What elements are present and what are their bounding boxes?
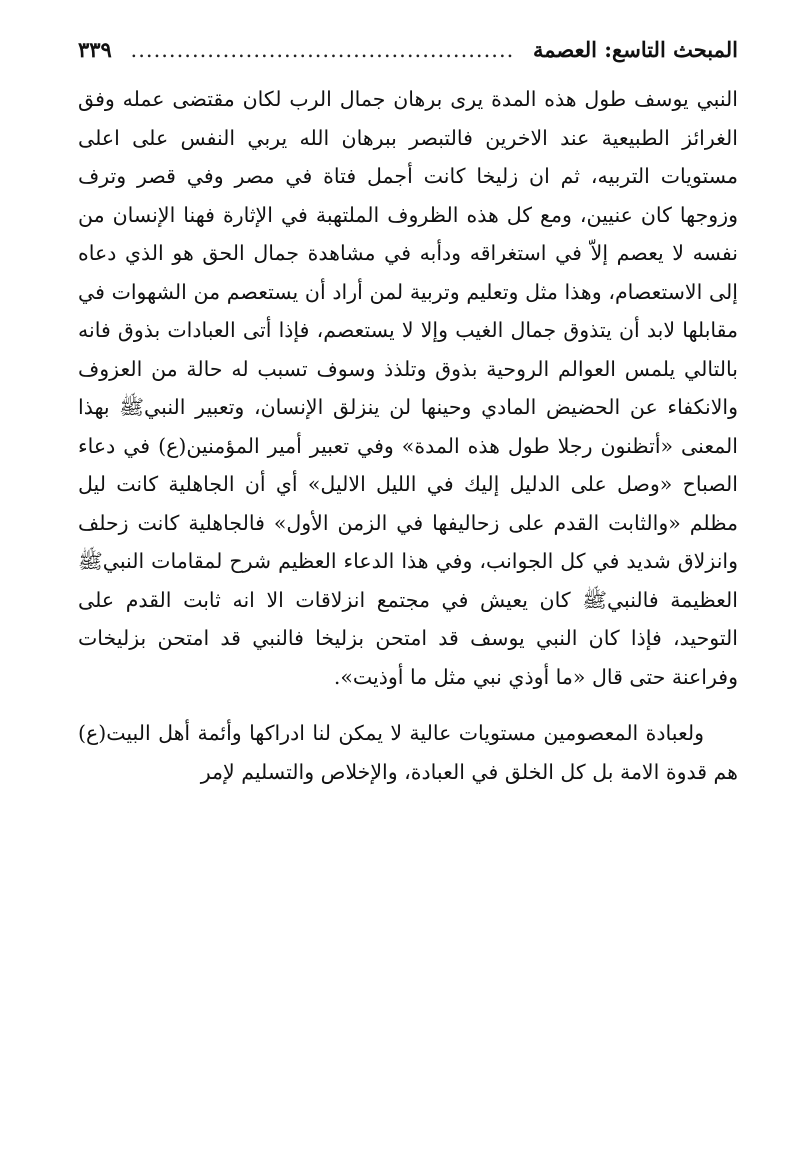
running-header	[78, 28, 738, 72]
book-page	[78, 28, 738, 1138]
header-leader-dots: ..................................................	[130, 38, 515, 62]
chapter-title: المبحث التاسع: العصمة	[533, 37, 738, 62]
body-paragraph: النبي يوسف طول هذه المدة يرى برهان جمال الرب لكان مقتضى عمله وفق الغرائز الطبيعية عند الاخرين فالتبصر ببرهان الله يربي النفس على اعلى مستويات التربيه، ثم ان زليخا كانت أجمل فتاة في مصر وفي قصر وترف وزوجها كان عنيين، ومع كل هذه الظروف الملتهبة في الإثارة فهنا الإنسان من نفسه لا يعصم إلاّ في استغراقه ودأبه في مشاهدة جمال الحق هو الذي دعاه إلى الاستعصام، وهذا مثل وتعليم وتربية لمن أراد أن يستعصم من الشهوات في مقابلها لابد أن يتذوق جمال الغيب وإلا لا يستعصم، فإذا أتى العبادات بذوق فانه بالتالي يلمس العوالم الروحية بذوق وتلذذ وسوف تسبب له حالة من العزوف والانكفاء عن الحضيض المادي وحينها لن ينزلق الإنسان، وتعبير النبيﷺ بهذا المعنى «أتظنون رجلا طول هذه المدة» وفي تعبير أمير المؤمنين(ع) في دعاء الصباح «وصل على الدليل إليك في الليل الاليل» أي أن الجاهلية كانت ليل مظلم «والثابت القدم على زحاليفها في الزمن الأول» فالجاهلية كانت زحلف وانزلاق شديد في كل الجوانب، وفي هذا الدعاء العظيم شرح لمقامات النبيﷺ العظيمة فالنبيﷺ كان يعيش في مجتمع انزلاقات الا انه ثابت القدم على التوحيد، فإذا كان النبي يوسف قد امتحن بزليخا فالنبي قد امتحن بزليخات وفراعنة حتى قال «ما أوذي نبي مثل ما أوذيت».	[78, 87, 739, 689]
page-number: ٣٣٩	[78, 37, 112, 62]
body-paragraph: ولعبادة المعصومين مستويات عالية لا يمكن لنا ادراكها وأئمة أهل البيت(ع) هم قدوة الامة بل كل الخلق في العبادة، والإخلاص والتسليم لإمر	[78, 721, 738, 784]
